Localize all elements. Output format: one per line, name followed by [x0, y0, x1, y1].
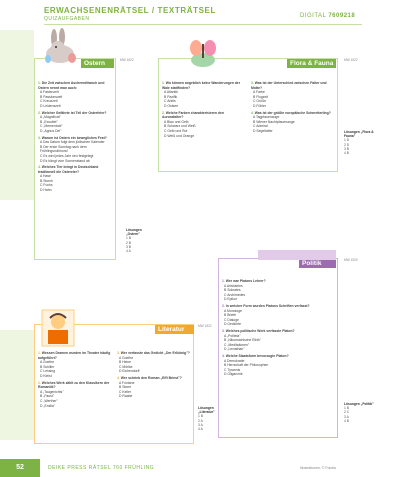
- literatur-q2-c: C „Werther": [40, 398, 58, 403]
- politik-q4-c: C Tyrannis: [224, 367, 241, 372]
- ostern-q3-b: B Der erste Sonntag nach dem Frühlingsvollmond: [40, 144, 87, 154]
- flora-col1: [162, 81, 246, 138]
- page-number: 52: [0, 459, 40, 477]
- politik-q1-b: B Sokrates: [224, 288, 241, 293]
- literatur-heading: Literatur: [155, 325, 194, 334]
- politik-sol-3: 3 A: [344, 414, 349, 419]
- flora-q4: 4. Was ist der größte europäische Schmetterling?: [251, 110, 331, 115]
- flora-q3-b: B Flugzeit: [253, 94, 269, 99]
- literatur-q2-d: D „Emilia": [40, 403, 55, 408]
- ostern-heading: Ostern: [81, 59, 114, 68]
- politik-q1-d: D Epikur: [224, 297, 238, 302]
- ostern-q1-b: B Passionszeit: [40, 94, 63, 99]
- literatur-sol-2: 2 A: [198, 418, 203, 423]
- flower-illustration: [186, 38, 220, 68]
- side-strip-bottom: [0, 330, 34, 440]
- rabbit-illustration: [40, 28, 80, 64]
- flora-q1: 1. Wo können angeblich keine Wanderungen der Wale stattfinden?: [162, 81, 241, 90]
- flora-code: MW 1522: [344, 58, 358, 62]
- flora-col2: [251, 81, 333, 134]
- literatur-solution-title: Lösungen „Literatur": [198, 406, 215, 415]
- flora-q3-c: C Größe: [253, 99, 266, 104]
- literatur-q1-a: A Goethe: [40, 360, 55, 365]
- literatur-q4: 4. Wer schrieb den Roman „Effi Briest"?: [117, 375, 182, 380]
- literatur-q4-b: B Storm: [119, 385, 132, 390]
- literatur-sol-3: 3 A: [198, 422, 203, 427]
- politik-q2-d: D Gedichte: [224, 322, 241, 327]
- flora-sol-4: 4 B: [344, 151, 349, 156]
- politik-q3: 3. Welches politische Werk verfasste Platon?: [222, 328, 295, 333]
- ostern-q3-d: D Es hängt vom Sonnenstand ab: [40, 158, 90, 163]
- footer-text: DEIKE PRESS RÄTSEL 760 FRÜHLING: [48, 465, 155, 471]
- politik-q1-a: A Aristoteles: [224, 283, 243, 288]
- politik-q2-a: A Monologe: [224, 308, 242, 313]
- flora-q2-a: A Blau und Gelb: [164, 119, 189, 124]
- flora-q2-b: B Schwarz und Weiß: [164, 124, 196, 129]
- header-rule: [44, 24, 362, 25]
- literatur-col2: [117, 351, 191, 399]
- ostern-sol-1: 1 B: [126, 236, 131, 241]
- flora-q1-d: D Ostsee: [164, 103, 179, 108]
- flora-q1-b: B Pazifik: [164, 94, 178, 99]
- politik-sol-2: 2 C: [344, 410, 350, 415]
- flora-q3-d: D Fühler: [253, 103, 267, 108]
- literatur-q2-a: A „Taugenichts": [40, 389, 64, 394]
- ostern-q1-c: C Kreuzzeit: [40, 99, 58, 104]
- ostern-q4-d: D Hahn: [40, 188, 52, 193]
- literatur-sol-4: 4 A: [198, 427, 203, 432]
- literatur-q3-a: A Goethe: [119, 355, 134, 360]
- politik-q1-c: C Archimedes: [224, 292, 246, 297]
- politik-q2: 2. In welcher Form wurden Platons Schriften verfasst?: [222, 303, 310, 308]
- politik-q2-b: B Briefe: [224, 313, 237, 318]
- politik-questions: [222, 279, 332, 377]
- ostern-code: MW 1622: [120, 58, 134, 62]
- literatur-sol-1: 1 B: [198, 414, 203, 419]
- ostern-q4-c: C Fuchs: [40, 183, 53, 188]
- literatur-q4-c: C Keller: [119, 389, 132, 394]
- literatur-col1: [38, 351, 112, 408]
- literatur-q3-b: B Heine: [119, 360, 132, 365]
- side-strip-top: [0, 30, 34, 200]
- ostern-sol-4: 4 A: [126, 249, 131, 254]
- flora-q4-c: C Admiral: [253, 124, 268, 129]
- footer-credit: Illustrationen: © Fotolia: [300, 466, 336, 470]
- politik-solution-title: Lösungen „Politik": [344, 402, 374, 406]
- ostern-q4: 4. Welches Tier bringt in Deutschland traditionell die Ostereier?: [38, 165, 99, 174]
- flora-q3-a: A Farbe: [253, 90, 265, 95]
- ostern-q3: 3. Warum ist Ostern ein bewegliches Fest?: [38, 135, 107, 140]
- ostern-card: [34, 58, 116, 260]
- politik-q3-b: B „Nikomachische Ethik": [224, 338, 262, 343]
- literatur-q2-b: B „Faust": [40, 394, 55, 399]
- literatur-q4-d: D Raabe: [119, 394, 133, 399]
- header-right-code: 7609218: [328, 13, 356, 19]
- politik-accent: [258, 250, 336, 260]
- flora-card: [158, 58, 338, 172]
- literatur-q4-a: A Fontane: [119, 380, 135, 385]
- ostern-q2-d: D „Agnus Dei": [40, 128, 62, 133]
- flora-q4-a: A Tagpfauenauge: [253, 115, 280, 120]
- header-right: [300, 13, 355, 19]
- politik-q3-a: A „Politeia": [224, 333, 241, 338]
- literatur-q2: 2. Welches Werk zählt zu den Klassikern der Romantik?: [38, 380, 110, 390]
- politik-solutions: [344, 402, 376, 423]
- literatur-code: MW 1522: [198, 324, 212, 328]
- ostern-q4-a: A Hase: [40, 174, 51, 179]
- literatur-q3-d: D Eichendorff: [119, 369, 140, 374]
- politik-q3-c: C „Meditationen": [224, 342, 250, 347]
- page-subtitle: QUIZAUFGABEN: [44, 16, 90, 22]
- politik-q4-b: B Herrschaft der Philosophen: [224, 363, 269, 368]
- ostern-sol-3: 3 B: [126, 244, 131, 249]
- flora-q4-d: D Segelfalter: [253, 128, 273, 133]
- flora-sol-2: 2 D: [344, 142, 350, 147]
- header-right-label: DIGITAL: [300, 13, 327, 19]
- flora-q1-c: C Arktis: [164, 99, 176, 104]
- page-title: ERWACHSENENRÄTSEL / TEXTRÄTSEL: [44, 6, 216, 15]
- politik-sol-1: 1 B: [344, 406, 349, 411]
- ostern-sol-2: 2 B: [126, 240, 131, 245]
- flora-sol-3: 3 B: [344, 146, 349, 151]
- flora-solutions: [344, 130, 376, 155]
- flora-heading: Flora & Fauna: [287, 59, 336, 68]
- literatur-q1-d: D Kleist: [40, 373, 52, 378]
- politik-q4-d: D Oligarchie: [224, 372, 243, 377]
- politik-card: [218, 258, 338, 438]
- ostern-solution-title: Lösungen „Ostern": [126, 228, 142, 237]
- ostern-q2-b: B „Exsultet": [40, 119, 58, 124]
- ostern-q2: 2. Welcher Gefährte ist Teil der Osterfeier?: [38, 110, 107, 115]
- literatur-solutions: [198, 406, 230, 431]
- ostern-solutions: [126, 228, 154, 253]
- ostern-q1: 1. Die Zeit zwischen Aschermittwoch und Ostern nennt man auch:: [38, 81, 105, 90]
- politik-q3-d: D „Leviathan": [224, 347, 245, 352]
- ostern-q4-b: B Storch: [40, 178, 54, 183]
- literatur-q1: 1. Wessen Dramen wurden im Theater häufig aufgeführt?: [38, 351, 111, 360]
- politik-q4-a: A Demokratie: [224, 358, 245, 363]
- ostern-q2-c: C „Mementote": [40, 124, 63, 129]
- politik-q1: 1. Wer war Platons Lehrer?: [222, 279, 266, 283]
- ostern-q1-d: D Leidenszeit: [40, 103, 61, 108]
- ostern-q3-a: A Das Datum folgt dem jüdischen Kalender: [40, 140, 105, 145]
- flora-q1-a: A Atlantik: [164, 90, 178, 95]
- politik-sol-4: 4 B: [344, 418, 349, 423]
- politik-q4: 4. Welche Staatsform bevorzugte Platon?: [222, 353, 289, 358]
- flora-q2: 2. Welche Farben charakterisieren den Aurorafalter?: [162, 110, 224, 120]
- flora-q2-d: D Weiß und Orange: [164, 133, 195, 138]
- politik-heading: Politik: [299, 259, 336, 268]
- politik-q2-c: C Dialoge: [224, 317, 239, 322]
- ostern-q2-a: A „Magnificat": [40, 115, 61, 120]
- ostern-questions: [38, 81, 112, 193]
- flora-solution-title: Lösungen „Flora & Fauna": [344, 130, 374, 139]
- portrait-illustration: [40, 308, 76, 348]
- literatur-q3: 3. Wer verfasste das Gedicht „Der Erlkönig"?: [117, 351, 190, 355]
- flora-q3: 3. Was ist der Unterschied zwischen Falter und Motte?: [251, 81, 327, 90]
- flora-sol-1: 1 D: [344, 138, 350, 143]
- ostern-q3-c: C Es wird jedes Jahr neu festgelegt: [40, 153, 94, 158]
- politik-code: MW 1520: [344, 258, 358, 262]
- ostern-q1-a: A Fastenzeit: [40, 90, 59, 95]
- literatur-q1-c: C Lessing: [40, 369, 56, 374]
- flora-q2-c: C Gelb und Rot: [164, 128, 188, 133]
- flora-q4-b: B Wiener Nachtpfauenauge: [253, 119, 295, 124]
- literatur-q1-b: B Schiller: [40, 364, 55, 369]
- literatur-q3-c: C Mörike: [119, 364, 133, 369]
